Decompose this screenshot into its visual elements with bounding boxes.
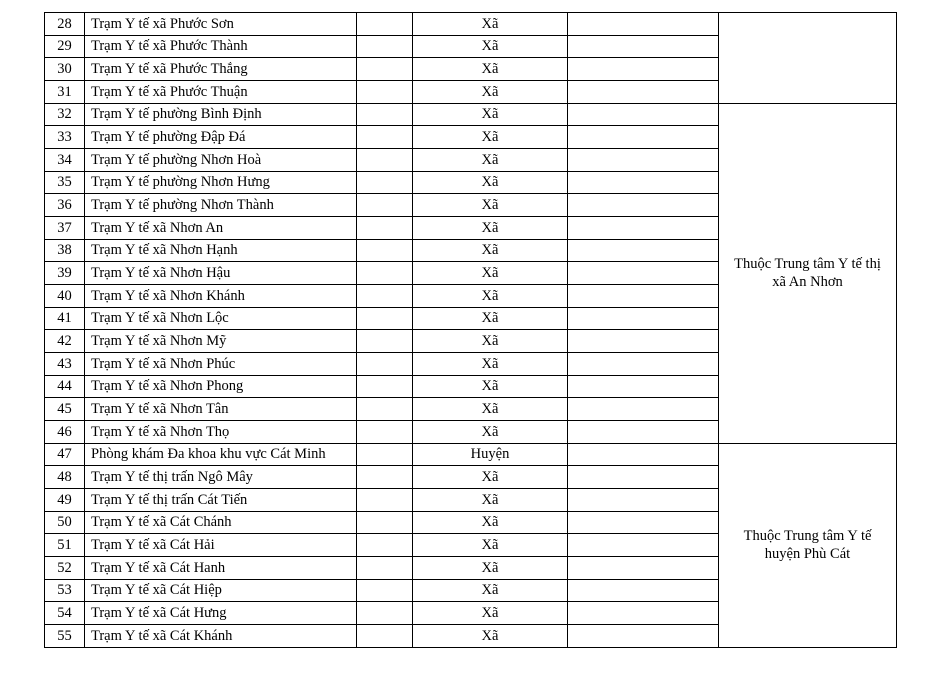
blank-cell: [568, 511, 719, 534]
row-number: 49: [45, 489, 85, 512]
facility-level: Xã: [413, 13, 568, 36]
blank-cell: [568, 579, 719, 602]
facility-level: Xã: [413, 398, 568, 421]
facility-name: Trạm Y tế xã Phước Sơn: [85, 13, 357, 36]
facility-level: Xã: [413, 557, 568, 580]
row-number: 41: [45, 307, 85, 330]
blank-cell: [357, 217, 413, 240]
facility-level: Xã: [413, 58, 568, 81]
blank-cell: [568, 398, 719, 421]
blank-cell: [568, 307, 719, 330]
blank-cell: [357, 398, 413, 421]
facility-name: Trạm Y tế thị trấn Cát Tiến: [85, 489, 357, 512]
facility-level: Xã: [413, 375, 568, 398]
row-number: 42: [45, 330, 85, 353]
managing-unit-note: [719, 103, 897, 443]
blank-cell: [568, 171, 719, 194]
blank-cell: [357, 126, 413, 149]
facility-level: Xã: [413, 81, 568, 104]
facility-table-body: [45, 13, 897, 648]
blank-cell: [568, 149, 719, 172]
blank-cell: [568, 375, 719, 398]
blank-cell: [357, 35, 413, 58]
facility-level: Xã: [413, 421, 568, 444]
blank-cell: [568, 194, 719, 217]
facility-level: Xã: [413, 602, 568, 625]
row-number: 34: [45, 149, 85, 172]
facility-level: Xã: [413, 489, 568, 512]
row-number: 43: [45, 353, 85, 376]
row-number: 30: [45, 58, 85, 81]
managing-unit-note: [719, 13, 897, 104]
blank-cell: [357, 579, 413, 602]
blank-cell: [568, 625, 719, 648]
facility-name: Trạm Y tế xã Nhơn Thọ: [85, 421, 357, 444]
facility-level: Xã: [413, 126, 568, 149]
facility-level: Xã: [413, 35, 568, 58]
facility-level: Xã: [413, 511, 568, 534]
blank-cell: [568, 217, 719, 240]
row-number: 31: [45, 81, 85, 104]
blank-cell: [568, 81, 719, 104]
facility-level: Xã: [413, 353, 568, 376]
blank-cell: [568, 534, 719, 557]
facility-level: Xã: [413, 103, 568, 126]
row-number: 29: [45, 35, 85, 58]
blank-cell: [568, 262, 719, 285]
facility-name: Phòng khám Đa khoa khu vực Cát Minh: [85, 443, 357, 466]
facility-name: Trạm Y tế xã Phước Thành: [85, 35, 357, 58]
blank-cell: [568, 353, 719, 376]
facility-level: Huyện: [413, 443, 568, 466]
blank-cell: [568, 126, 719, 149]
row-number: 37: [45, 217, 85, 240]
facility-name: Trạm Y tế phường Nhơn Hưng: [85, 171, 357, 194]
blank-cell: [357, 58, 413, 81]
blank-cell: [357, 602, 413, 625]
blank-cell: [357, 511, 413, 534]
blank-cell: [357, 625, 413, 648]
facility-table: [44, 12, 897, 648]
blank-cell: [568, 13, 719, 36]
facility-level: Xã: [413, 285, 568, 308]
row-number: 52: [45, 557, 85, 580]
row-number: 53: [45, 579, 85, 602]
facility-name: Trạm Y tế xã Phước Thuận: [85, 81, 357, 104]
facility-name: Trạm Y tế xã Nhơn Tân: [85, 398, 357, 421]
facility-name: Trạm Y tế phường Đập Đá: [85, 126, 357, 149]
row-number: 44: [45, 375, 85, 398]
row-number: 50: [45, 511, 85, 534]
managing-unit-text: Thuộc Trung tâm Y tế huyện Phù Cát: [743, 527, 872, 563]
blank-cell: [357, 149, 413, 172]
facility-name: Trạm Y tế thị trấn Ngô Mây: [85, 466, 357, 489]
row-number: 55: [45, 625, 85, 648]
facility-name: Trạm Y tế xã Nhơn Hậu: [85, 262, 357, 285]
blank-cell: [357, 239, 413, 262]
row-number: 51: [45, 534, 85, 557]
facility-name: Trạm Y tế phường Bình Định: [85, 103, 357, 126]
blank-cell: [568, 103, 719, 126]
blank-cell: [357, 285, 413, 308]
facility-level: Xã: [413, 171, 568, 194]
blank-cell: [568, 443, 719, 466]
facility-name: Trạm Y tế xã Cát Chánh: [85, 511, 357, 534]
facility-level: Xã: [413, 217, 568, 240]
row-number: 54: [45, 602, 85, 625]
blank-cell: [357, 330, 413, 353]
facility-name: Trạm Y tế phường Nhơn Thành: [85, 194, 357, 217]
facility-name: Trạm Y tế xã Nhơn Phúc: [85, 353, 357, 376]
blank-cell: [357, 194, 413, 217]
facility-level: Xã: [413, 239, 568, 262]
blank-cell: [357, 534, 413, 557]
blank-cell: [568, 421, 719, 444]
facility-name: Trạm Y tế xã Cát Hanh: [85, 557, 357, 580]
blank-cell: [568, 330, 719, 353]
blank-cell: [357, 421, 413, 444]
facility-name: Trạm Y tế xã Phước Thắng: [85, 58, 357, 81]
facility-name: Trạm Y tế xã Nhơn Mỹ: [85, 330, 357, 353]
facility-level: Xã: [413, 149, 568, 172]
row-number: 46: [45, 421, 85, 444]
facility-name: Trạm Y tế xã Cát Hiệp: [85, 579, 357, 602]
row-number: 40: [45, 285, 85, 308]
row-number: 38: [45, 239, 85, 262]
facility-name: Trạm Y tế phường Nhơn Hoà: [85, 149, 357, 172]
managing-unit-note: [719, 443, 897, 647]
managing-unit-text: Thuộc Trung tâm Y tế thị xã An Nhơn: [734, 255, 881, 291]
facility-level: Xã: [413, 194, 568, 217]
blank-cell: [357, 307, 413, 330]
blank-cell: [357, 375, 413, 398]
blank-cell: [568, 285, 719, 308]
blank-cell: [568, 35, 719, 58]
blank-cell: [568, 602, 719, 625]
blank-cell: [357, 103, 413, 126]
facility-name: Trạm Y tế xã Nhơn Phong: [85, 375, 357, 398]
blank-cell: [357, 171, 413, 194]
row-number: 35: [45, 171, 85, 194]
blank-cell: [357, 81, 413, 104]
row-number: 28: [45, 13, 85, 36]
row-number: 48: [45, 466, 85, 489]
table-row: [45, 443, 897, 466]
facility-name: Trạm Y tế xã Nhơn Lộc: [85, 307, 357, 330]
facility-level: Xã: [413, 330, 568, 353]
row-number: 47: [45, 443, 85, 466]
facility-name: Trạm Y tế xã Nhơn Hạnh: [85, 239, 357, 262]
blank-cell: [568, 489, 719, 512]
table-row: [45, 103, 897, 126]
facility-level: Xã: [413, 262, 568, 285]
blank-cell: [357, 443, 413, 466]
blank-cell: [357, 13, 413, 36]
facility-level: Xã: [413, 534, 568, 557]
blank-cell: [568, 239, 719, 262]
facility-name: Trạm Y tế xã Nhơn An: [85, 217, 357, 240]
blank-cell: [357, 353, 413, 376]
facility-level: Xã: [413, 625, 568, 648]
row-number: 33: [45, 126, 85, 149]
facility-name: Trạm Y tế xã Nhơn Khánh: [85, 285, 357, 308]
blank-cell: [357, 489, 413, 512]
facility-name: Trạm Y tế xã Cát Khánh: [85, 625, 357, 648]
facility-level: Xã: [413, 579, 568, 602]
row-number: 45: [45, 398, 85, 421]
blank-cell: [357, 262, 413, 285]
facility-name: Trạm Y tế xã Cát Hải: [85, 534, 357, 557]
blank-cell: [357, 557, 413, 580]
facility-level: Xã: [413, 307, 568, 330]
blank-cell: [568, 466, 719, 489]
facility-level: Xã: [413, 466, 568, 489]
row-number: 36: [45, 194, 85, 217]
row-number: 32: [45, 103, 85, 126]
blank-cell: [568, 58, 719, 81]
facility-name: Trạm Y tế xã Cát Hưng: [85, 602, 357, 625]
table-row: [45, 13, 897, 36]
row-number: 39: [45, 262, 85, 285]
blank-cell: [357, 466, 413, 489]
blank-cell: [568, 557, 719, 580]
